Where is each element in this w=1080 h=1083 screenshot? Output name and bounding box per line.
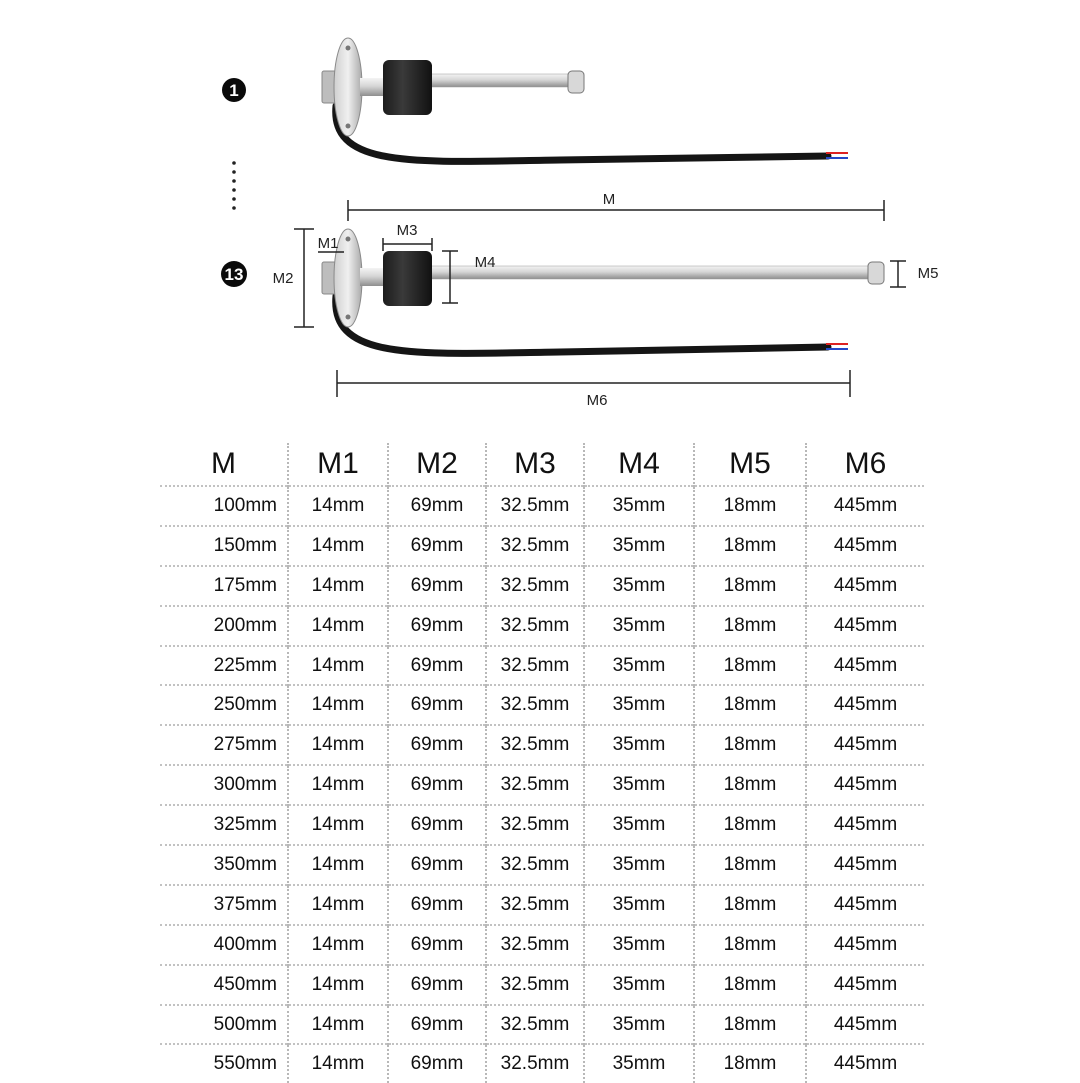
table-cell: 69mm (388, 606, 486, 646)
table-cell: 14mm (288, 1005, 388, 1045)
table-cell: 35mm (584, 1005, 694, 1045)
table-cell: 35mm (584, 526, 694, 566)
table-cell: 445mm (806, 1005, 924, 1045)
table-cell: 225mm (160, 646, 288, 686)
table-cell: 18mm (694, 805, 806, 845)
table-cell: 18mm (694, 566, 806, 606)
table-cell: 18mm (694, 845, 806, 885)
sensor-long (322, 229, 884, 353)
table-cell: 32.5mm (486, 1005, 584, 1045)
table-cell: 32.5mm (486, 805, 584, 845)
table-cell: 35mm (584, 1044, 694, 1083)
table-cell: 32.5mm (486, 925, 584, 965)
table-cell: 35mm (584, 725, 694, 765)
table-cell: 32.5mm (486, 1044, 584, 1083)
sensor-short (322, 38, 848, 161)
table-cell: 175mm (160, 566, 288, 606)
dimension-m5 (890, 261, 906, 287)
label-m1: M1 (317, 235, 339, 252)
table-row (160, 566, 924, 606)
table-cell: 14mm (288, 765, 388, 805)
table-cell: 69mm (388, 1044, 486, 1083)
table-cell: 400mm (160, 925, 288, 965)
table-row (160, 606, 924, 646)
table-cell: 550mm (160, 1044, 288, 1083)
table-cell: 18mm (694, 1005, 806, 1045)
table-cell: 445mm (806, 566, 924, 606)
table-cell: 32.5mm (486, 685, 584, 725)
table-cell: 69mm (388, 486, 486, 526)
table-cell: 35mm (584, 885, 694, 925)
table-cell: 350mm (160, 845, 288, 885)
table-cell: 445mm (806, 685, 924, 725)
column-header: M1 (288, 443, 388, 486)
table-cell: 32.5mm (486, 606, 584, 646)
table-cell: 18mm (694, 646, 806, 686)
table-row (160, 725, 924, 765)
column-header: M (211, 447, 236, 480)
table-cell: 69mm (388, 965, 486, 1005)
column-header: M3 (486, 443, 584, 486)
table-cell: 275mm (160, 725, 288, 765)
label-m: M (602, 191, 616, 208)
table-cell: 35mm (584, 845, 694, 885)
rod-end-cap (568, 71, 584, 93)
badge-1 (222, 78, 246, 102)
table-cell: 18mm (694, 486, 806, 526)
table-cell: 69mm (388, 925, 486, 965)
table-row (160, 845, 924, 885)
table-row (160, 646, 924, 686)
rod-end-cap (868, 262, 884, 284)
table-row (160, 526, 924, 566)
table-cell: 100mm (160, 486, 288, 526)
dimension-table (160, 443, 924, 1083)
sensor-dimension-diagram (0, 0, 1080, 430)
table-cell: 200mm (160, 606, 288, 646)
table-cell: 445mm (806, 606, 924, 646)
svg-text:13: 13 (224, 265, 244, 284)
label-m2: M2 (272, 270, 294, 287)
column-header: M2 (388, 443, 486, 486)
table-cell: 445mm (806, 805, 924, 845)
table-cell: 32.5mm (486, 646, 584, 686)
table-cell: 32.5mm (486, 486, 584, 526)
flange (334, 38, 362, 136)
column-header: M5 (694, 443, 806, 486)
table-cell: 14mm (288, 725, 388, 765)
table-cell: 250mm (160, 685, 288, 725)
label-m4: M4 (474, 254, 496, 271)
badge-13 (221, 261, 247, 287)
column-header: M6 (806, 443, 924, 486)
table-cell: 69mm (388, 646, 486, 686)
table-cell: 69mm (388, 885, 486, 925)
table-cell: 35mm (584, 566, 694, 606)
table-cell: 32.5mm (486, 845, 584, 885)
table-cell: 300mm (160, 765, 288, 805)
dimension-m2 (294, 229, 314, 327)
svg-text:1: 1 (229, 81, 239, 100)
table-row (160, 765, 924, 805)
table-header-row (160, 443, 924, 486)
table-cell: 35mm (584, 805, 694, 845)
float (383, 60, 432, 115)
table-cell: 14mm (288, 606, 388, 646)
table-cell: 69mm (388, 685, 486, 725)
table-cell: 69mm (388, 1005, 486, 1045)
table-cell: 150mm (160, 526, 288, 566)
table-cell: 35mm (584, 646, 694, 686)
table-cell: 18mm (694, 885, 806, 925)
label-m5: M5 (917, 265, 939, 282)
table-cell: 445mm (806, 965, 924, 1005)
table-cell: 32.5mm (486, 765, 584, 805)
table-row (160, 925, 924, 965)
table-cell: 35mm (584, 685, 694, 725)
table-cell: 14mm (288, 845, 388, 885)
table-cell: 18mm (694, 526, 806, 566)
table-cell: 35mm (584, 925, 694, 965)
table-cell: 18mm (694, 765, 806, 805)
table-cell: 32.5mm (486, 725, 584, 765)
table-cell: 445mm (806, 765, 924, 805)
table-cell: 18mm (694, 606, 806, 646)
table-cell: 445mm (806, 646, 924, 686)
table-cell: 69mm (388, 845, 486, 885)
rod (385, 266, 875, 279)
table-cell: 18mm (694, 925, 806, 965)
table-row (160, 965, 924, 1005)
label-m3: M3 (396, 222, 418, 239)
table-cell: 35mm (584, 965, 694, 1005)
table-cell: 375mm (160, 885, 288, 925)
table-cell: 445mm (806, 725, 924, 765)
float (383, 251, 432, 306)
table-cell: 14mm (288, 1044, 388, 1083)
table-cell: 450mm (160, 965, 288, 1005)
table-cell: 18mm (694, 685, 806, 725)
table-cell: 35mm (584, 765, 694, 805)
table-cell: 18mm (694, 1044, 806, 1083)
table-row (160, 685, 924, 725)
table-cell: 14mm (288, 566, 388, 606)
table-cell: 18mm (694, 965, 806, 1005)
table-cell: 35mm (584, 486, 694, 526)
table-cell: 14mm (288, 885, 388, 925)
table-cell: 325mm (160, 805, 288, 845)
table-cell: 69mm (388, 765, 486, 805)
table-row (160, 805, 924, 845)
dimension-m (348, 200, 884, 221)
dimension-m3 (383, 238, 432, 251)
table-cell: 14mm (288, 486, 388, 526)
table-cell: 69mm (388, 725, 486, 765)
table-cell: 32.5mm (486, 965, 584, 1005)
table-cell: 14mm (288, 965, 388, 1005)
table-cell: 445mm (806, 1044, 924, 1083)
column-header: M4 (584, 443, 694, 486)
table-cell: 500mm (160, 1005, 288, 1045)
table-cell: 14mm (288, 646, 388, 686)
table-cell: 14mm (288, 805, 388, 845)
table-cell: 445mm (806, 526, 924, 566)
table-cell: 14mm (288, 925, 388, 965)
table-cell: 445mm (806, 925, 924, 965)
ellipsis-dots (232, 161, 236, 210)
table-cell: 14mm (288, 526, 388, 566)
table-row (160, 1044, 924, 1083)
table-row (160, 486, 924, 526)
table-cell: 14mm (288, 685, 388, 725)
table-cell: 35mm (584, 606, 694, 646)
table-row (160, 885, 924, 925)
table-cell: 32.5mm (486, 566, 584, 606)
table-cell: 69mm (388, 526, 486, 566)
table-cell: 69mm (388, 566, 486, 606)
label-m6: M6 (586, 392, 608, 409)
table-cell: 445mm (806, 885, 924, 925)
table-row (160, 1005, 924, 1045)
table-cell: 445mm (806, 845, 924, 885)
table-cell: 445mm (806, 486, 924, 526)
table-cell: 18mm (694, 725, 806, 765)
table-cell: 69mm (388, 805, 486, 845)
table-cell: 32.5mm (486, 526, 584, 566)
table-cell: 32.5mm (486, 885, 584, 925)
